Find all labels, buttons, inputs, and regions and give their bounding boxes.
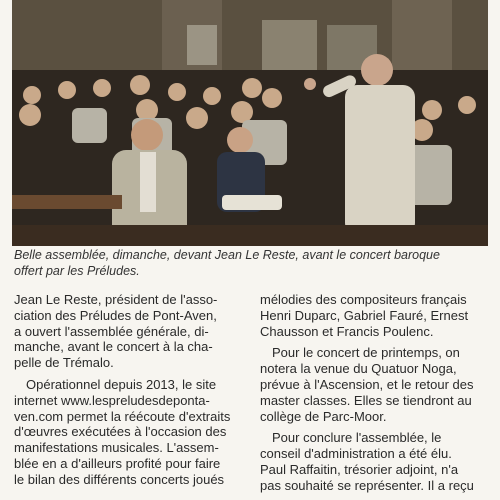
article-column-left	[14, 292, 240, 488]
article-line: manche, avant le concert à la cha-	[14, 339, 213, 355]
article-line: Chausson et Francis Poulenc.	[260, 323, 434, 339]
article-line: manifestations musicales. L'assem-	[14, 440, 219, 456]
caption-line-1: Belle assemblée, dimanche, devant Jean Le Reste, avant le concert baroque	[14, 248, 440, 262]
article-line: blée en a d'ailleurs profité pour faire	[14, 455, 221, 471]
article-line: prévue à l'Ascension, et le retour des	[260, 376, 474, 392]
article-line: notera la venue du Quatuor Noga,	[260, 361, 457, 377]
caption-line-2: offert par les Préludes.	[14, 263, 140, 278]
article-line: ven.com permet la réécoute d'extraits	[14, 408, 231, 424]
article-line: mélodies des compositeurs français	[260, 292, 467, 307]
article-line: le bilan des différents concerts joués	[14, 471, 225, 487]
article-column-right	[260, 292, 486, 494]
article-line: ciation des Préludes de Pont-Aven,	[14, 307, 217, 323]
photo-caption	[14, 248, 488, 279]
article-line: Pour conclure l'assemblée, le	[272, 430, 442, 446]
article-line: master classes. Elles se tiendront au	[260, 392, 472, 408]
article-photo	[12, 0, 488, 246]
photo-illustration	[12, 0, 488, 246]
article-line: a ouvert l'assemblée générale, di-	[14, 323, 209, 339]
article-line: Opérationnel depuis 2013, le site	[26, 376, 217, 392]
article-line: Henri Duparc, Gabriel Fauré, Ernest	[260, 307, 469, 323]
article-line: conseil d'administration a été élu.	[260, 446, 452, 462]
article-line: d'œuvres exécutées à l'occasion des	[14, 424, 227, 440]
article-line: internet www.lespreludesdepontа-	[14, 392, 210, 408]
article-line: pelle de Trémalo.	[14, 355, 114, 371]
article-line: Pour le concert de printemps, on	[272, 345, 460, 361]
article-line: Paul Raffaitin, trésorier adjoint, n'a	[260, 461, 459, 477]
article-line: Jean Le Reste, président de l'asso-	[14, 292, 218, 307]
article-line: pas souhaité se représenter. Il a reçu	[260, 477, 474, 493]
article-line: collège de Parc-Moor.	[260, 408, 387, 424]
